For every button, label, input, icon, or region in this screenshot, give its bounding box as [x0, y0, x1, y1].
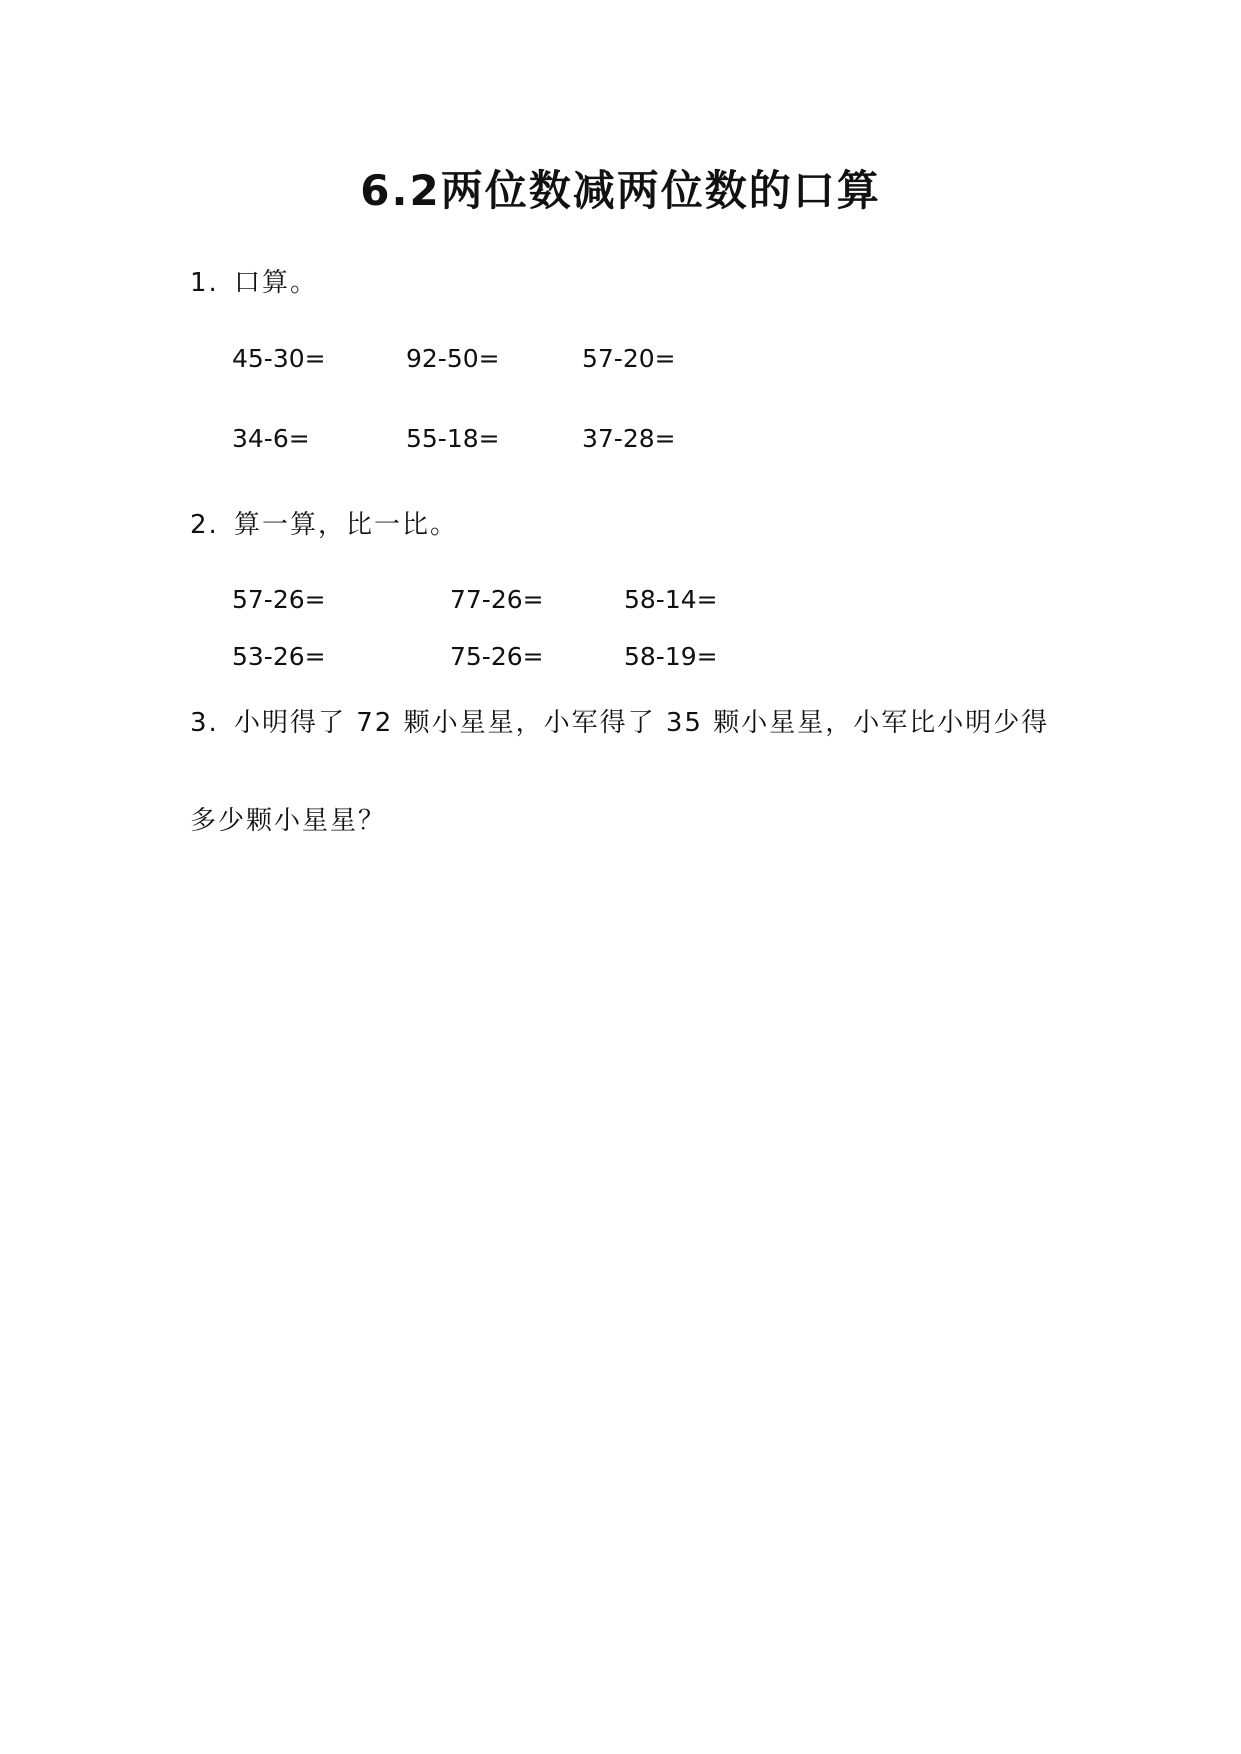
expression: 53-26= — [232, 642, 326, 671]
question-2 — [190, 504, 458, 541]
expression: 57-20= — [582, 344, 676, 373]
question-2-number: 2. — [190, 510, 219, 540]
expression: 45-30= — [232, 344, 326, 373]
expression: 58-14= — [624, 585, 718, 614]
question-3-number: 3. — [190, 708, 219, 738]
page-title: 6.2两位数减两位数的口算 — [360, 166, 881, 215]
expression: 58-19= — [624, 642, 718, 671]
expression: 37-28= — [582, 424, 676, 453]
question-1 — [190, 262, 318, 299]
expression: 77-26= — [450, 585, 544, 614]
expression: 92-50= — [406, 344, 500, 373]
question-3-text-line2: 多少颗小星星？ — [190, 806, 387, 836]
question-3-text-line1: 小明得了 72 颗小星星，小军得了 35 颗小星星，小军比小明少得 — [234, 708, 1050, 738]
question-2-text: 算一算，比一比。 — [234, 510, 459, 540]
expression: 75-26= — [450, 642, 544, 671]
expression: 57-26= — [232, 585, 326, 614]
question-1-text: 口算。 — [234, 268, 319, 298]
expression: 34-6= — [232, 424, 310, 453]
expression: 55-18= — [406, 424, 500, 453]
question-3 — [190, 702, 1049, 739]
question-1-number: 1. — [190, 268, 219, 298]
